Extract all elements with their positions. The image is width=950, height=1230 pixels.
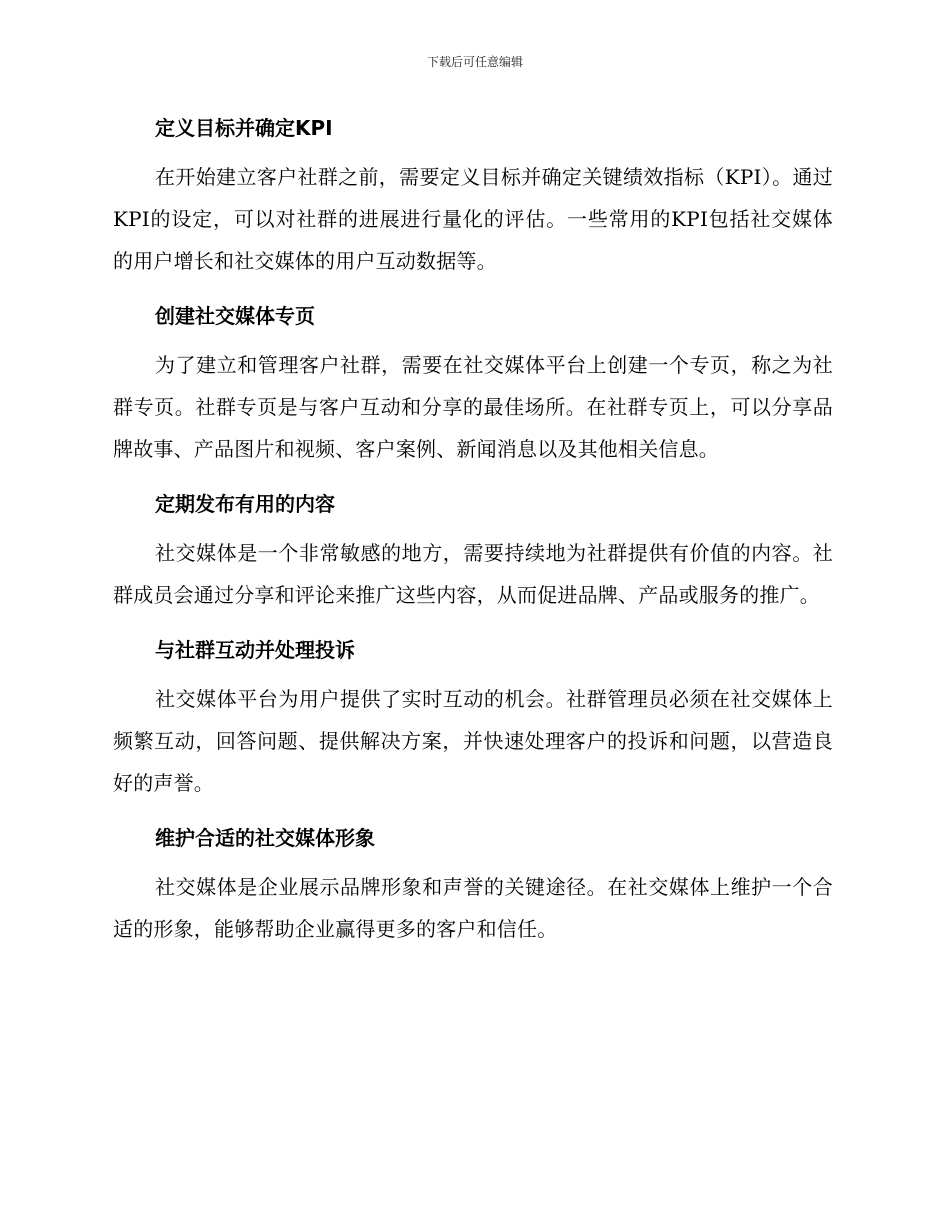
section-create-page: [113, 296, 833, 470]
section-maintain-image: [113, 818, 833, 950]
section-define-kpi: [113, 108, 833, 282]
page-header-note: 下载后可任意编辑: [426, 55, 523, 69]
section-heading: 维护合适的社交媒体形象: [155, 826, 375, 850]
section-paragraph: 社交媒体是企业展示品牌形象和声誉的关键途径。在社交媒体上维护一个合适的形象，能够帮助企业赢得更多的客户和信任。: [113, 875, 833, 941]
section-paragraph: 为了建立和管理客户社群，需要在社交媒体平台上创建一个专页，称之为社群专页。社群专页是与客户互动和分享的最佳场所。在社群专页上，可以分享品牌故事、产品图片和视频、客户案例、新闻消息以及其他相关信息。: [113, 353, 833, 461]
section-heading: 创建社交媒体专页: [155, 304, 315, 328]
section-paragraph: 社交媒体是一个非常敏感的地方，需要持续地为社群提供有价值的内容。社群成员会通过分享和评论来推广这些内容，从而促进品牌、产品或服务的推广。: [113, 541, 833, 607]
section-heading: 与社群互动并处理投诉: [155, 638, 355, 662]
section-paragraph: 在开始建立客户社群之前，需要定义目标并确定关键绩效指标（KPI）。通过KPI的设定，可以对社群的进展进行量化的评估。一些常用的KPI包括社交媒体的用户增长和社交媒体的用户互动数据等。: [113, 165, 833, 273]
section-interact-complaints: [113, 630, 833, 804]
section-publish-content: [113, 484, 833, 616]
section-heading: 定义目标并确定KPI: [155, 116, 333, 140]
section-paragraph: 社交媒体平台为用户提供了实时互动的机会。社群管理员必须在社交媒体上频繁互动，回答问题、提供解决方案，并快速处理客户的投诉和问题，以营造良好的声誉。: [113, 687, 833, 795]
document-body: [113, 108, 833, 964]
section-heading: 定期发布有用的内容: [155, 492, 335, 516]
